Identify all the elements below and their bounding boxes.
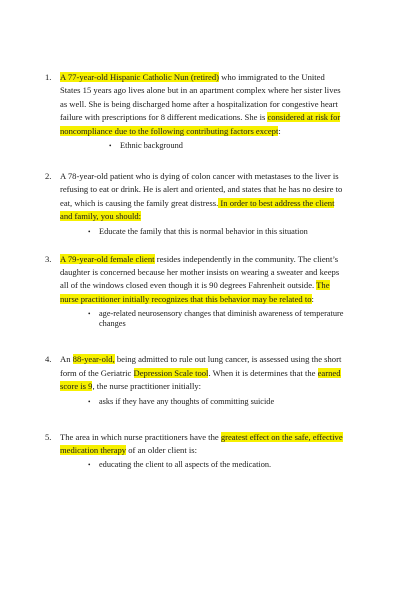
answer-item <box>60 309 346 329</box>
answer-text: Educate the family that this is normal behavior in this situation <box>99 226 308 236</box>
answer-list <box>60 397 346 407</box>
answer-list <box>60 309 346 329</box>
highlighted-text: The nurse practitioner initially recognizes that this behavior may be related to <box>60 280 330 304</box>
answer-item <box>60 227 346 237</box>
question-text-segment: An <box>60 354 73 365</box>
question-list <box>45 71 346 470</box>
question-number: 1. <box>45 72 52 82</box>
highlighted-text: A 77-year-old Hispanic Catholic Nun (retired) <box>60 72 220 82</box>
answer-text: asks if they have any thoughts of committing suicide <box>99 396 275 406</box>
question-text-segment: , the nurse practitioner initially: <box>92 381 202 392</box>
question-number: 2. <box>45 171 52 182</box>
question-text <box>60 353 346 393</box>
question-text-segment: The area in which nurse practitioners have the <box>60 431 221 442</box>
question-number: 5. <box>45 431 52 442</box>
highlighted-text: A 79-year-old female client <box>60 253 155 264</box>
question-text <box>60 71 346 138</box>
bullet-icon: • <box>88 227 91 236</box>
bullet-icon: • <box>88 397 91 406</box>
question-text-segment: : <box>311 293 314 304</box>
question-number: 3. <box>45 253 52 264</box>
question-text-segment: who immigrated to the United States 15 years ago lives alone but in an apartment complex where her sister lives as well. She is being discharged home after a hospitalization for congestive heart failure with prescriptions for 8 different medications. She is <box>60 72 341 123</box>
question-text-segment: being admitted to rule out lung cancer, is assessed using the short form of the Geriatric <box>60 354 342 378</box>
question-text-segment: . When it is determines that the <box>208 367 318 378</box>
answer-text: age-related neurosensory changes that diminish awareness of temperature changes <box>99 309 344 329</box>
highlighted-text: considered at risk for noncompliance due to the following contributing factors except <box>60 112 341 136</box>
question-item <box>45 170 346 237</box>
question-number: 4. <box>45 354 52 365</box>
answer-text: Ethnic background <box>120 141 183 151</box>
highlighted-text: Depression Scale tool <box>133 367 209 378</box>
question-item <box>45 431 346 471</box>
question-text-segment: of an older client is: <box>126 444 197 455</box>
question-text-segment: A 78-year-old patient who is dying of colon cancer with metastases to the liver is refusing to eat or drink. He is alert and oriented, and states that he has no desire to eat, which is causing the family great distress. <box>60 171 343 208</box>
bullet-icon: • <box>88 310 91 319</box>
answer-list <box>60 141 346 151</box>
highlighted-text: In order to best address the client and family, you should: <box>60 197 335 222</box>
bullet-icon: • <box>88 461 91 470</box>
answer-list <box>60 460 346 470</box>
question-item <box>45 71 346 151</box>
question-text <box>60 253 346 307</box>
answer-item <box>60 460 346 470</box>
answer-list <box>60 227 346 237</box>
question-text-segment: : <box>278 125 281 136</box>
question-item <box>45 353 346 406</box>
bullet-icon: • <box>109 142 112 151</box>
question-text <box>60 170 346 224</box>
answer-text: educating the client to all aspects of the medication. <box>99 460 272 470</box>
highlighted-text: earned score is 9 <box>60 367 341 392</box>
question-item <box>45 253 346 330</box>
question-text <box>60 431 346 458</box>
answer-item <box>60 397 346 407</box>
highlighted-text: greatest effect on the safe, effective medication therapy <box>60 431 343 455</box>
question-text-segment: resides independently in the community. The client’s daughter is concerned because her mother insists on wearing a sweater and keeps all of the windows closed even though it is 90 degrees Fahrenheit outside. <box>60 253 340 291</box>
answer-item <box>60 141 346 151</box>
highlighted-text: 88-year-old, <box>72 354 115 365</box>
